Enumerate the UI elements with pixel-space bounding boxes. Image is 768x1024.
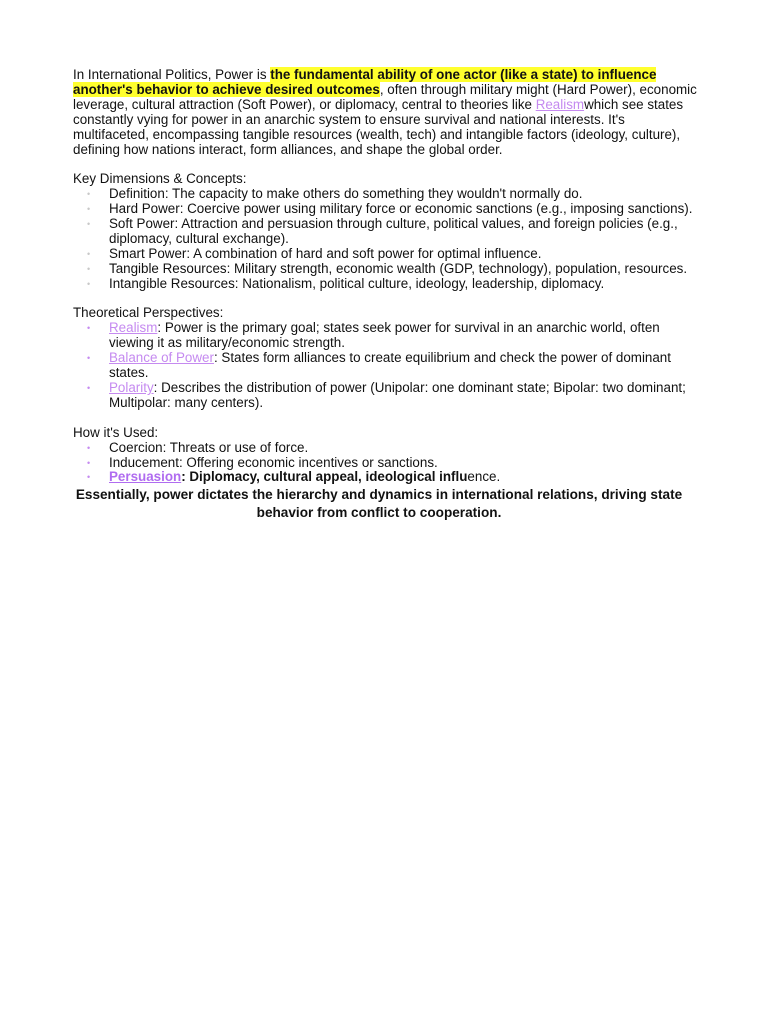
document-body xyxy=(73,68,703,522)
list-item-text: : Describes the distribution of power (Unipolar: one dominant state; Bipolar: two dominant; Multipolar: many centers). xyxy=(109,380,686,410)
list-item xyxy=(73,187,703,202)
list-item xyxy=(73,381,703,411)
theoretical-heading: Theoretical Perspectives: xyxy=(73,305,224,321)
bullet-icon: • xyxy=(87,383,91,393)
list-item-text: Tangible Resources: Military strength, economic wealth (GDP, technology), population, resources. xyxy=(109,260,688,276)
list-item xyxy=(73,262,703,277)
intro-suffix: which see states constantly vying for power in an anarchic system to ensure survival and national interests. It's multifaceted, encompassing tangible resources (wealth, tech) and intangible factors (ideology, culture), defining how nations interact, form alliances, and shape the global order. xyxy=(73,96,684,157)
list-item xyxy=(73,470,703,485)
link-realism-intro[interactable]: Realism xyxy=(535,96,585,112)
link-persuasion[interactable]: Persuasion xyxy=(109,469,182,485)
bullet-icon: • xyxy=(87,248,91,259)
key-dimensions-heading: Key Dimensions & Concepts: xyxy=(73,171,247,187)
key-dimensions-list xyxy=(73,187,703,291)
bullet-icon: • xyxy=(87,442,91,453)
list-item xyxy=(73,277,703,292)
bullet-icon: • xyxy=(87,457,91,468)
intro-prefix: In International Politics, Power is xyxy=(73,67,271,82)
usage-heading: How it's Used: xyxy=(73,424,159,440)
intro-middle: , often through military might (Hard Power), economic leverage, cultural attraction (Soft Power), or diplomacy, central to theories like xyxy=(73,81,697,112)
list-item-text: Soft Power: Attraction and persuasion through culture, political values, and foreign policies (e.g., diplomacy, cultural exchange). xyxy=(109,216,678,246)
bullet-icon: • xyxy=(87,323,91,334)
bullet-icon: • xyxy=(87,189,91,200)
list-item-text: Smart Power: A combination of hard and soft power for optimal influence. xyxy=(109,245,542,261)
bullet-icon: • xyxy=(87,204,91,215)
bullet-icon: • xyxy=(87,353,91,364)
bullet-icon: • xyxy=(87,263,91,274)
list-item-bold-text: : Diplomacy, cultural appeal, ideological influ xyxy=(181,469,468,485)
list-item-text: Hard Power: Coercive power using military force or economic sanctions (e.g., imposing sanctions). xyxy=(109,201,693,217)
list-item-text: : States form alliances to create equilibrium and check the power of dominant states. xyxy=(109,350,671,381)
usage-list xyxy=(73,441,703,486)
bullet-icon: • xyxy=(87,219,91,230)
link-balance-of-power[interactable]: Balance of Power xyxy=(109,350,214,366)
list-item xyxy=(73,202,703,217)
list-item-text: Coercion: Threats or use of force. xyxy=(109,439,309,455)
link-realism[interactable]: Realism xyxy=(109,320,158,336)
intro-paragraph xyxy=(73,68,703,157)
link-polarity[interactable]: Polarity xyxy=(109,380,154,395)
conclusion-paragraph: Essentially, power dictates the hierarchy and dynamics in international relations, driving state behavior from conflict to cooperation. xyxy=(75,487,683,521)
list-item-text: : Power is the primary goal; states seek power for survival in an anarchic world, often viewing it as military/economic strength. xyxy=(109,320,660,351)
bullet-icon: • xyxy=(87,472,91,483)
list-item-text: Definition: The capacity to make others do something they wouldn't normally do. xyxy=(109,186,583,202)
list-item xyxy=(73,351,703,381)
list-item xyxy=(73,217,703,247)
list-item xyxy=(73,456,703,471)
list-item-text: ence. xyxy=(467,469,501,485)
theoretical-list xyxy=(73,321,703,410)
list-item xyxy=(73,247,703,262)
intro-highlight: the fundamental ability of one actor (like a state) to influence another's behavior to achieve desired outcomes xyxy=(73,67,657,97)
list-item-text: Inducement: Offering economic incentives or sanctions. xyxy=(109,454,438,470)
list-item xyxy=(73,441,703,456)
list-item xyxy=(73,321,703,351)
list-item-text: Intangible Resources: Nationalism, political culture, ideology, leadership, diplomacy. xyxy=(109,275,605,291)
bullet-icon: • xyxy=(87,278,91,289)
